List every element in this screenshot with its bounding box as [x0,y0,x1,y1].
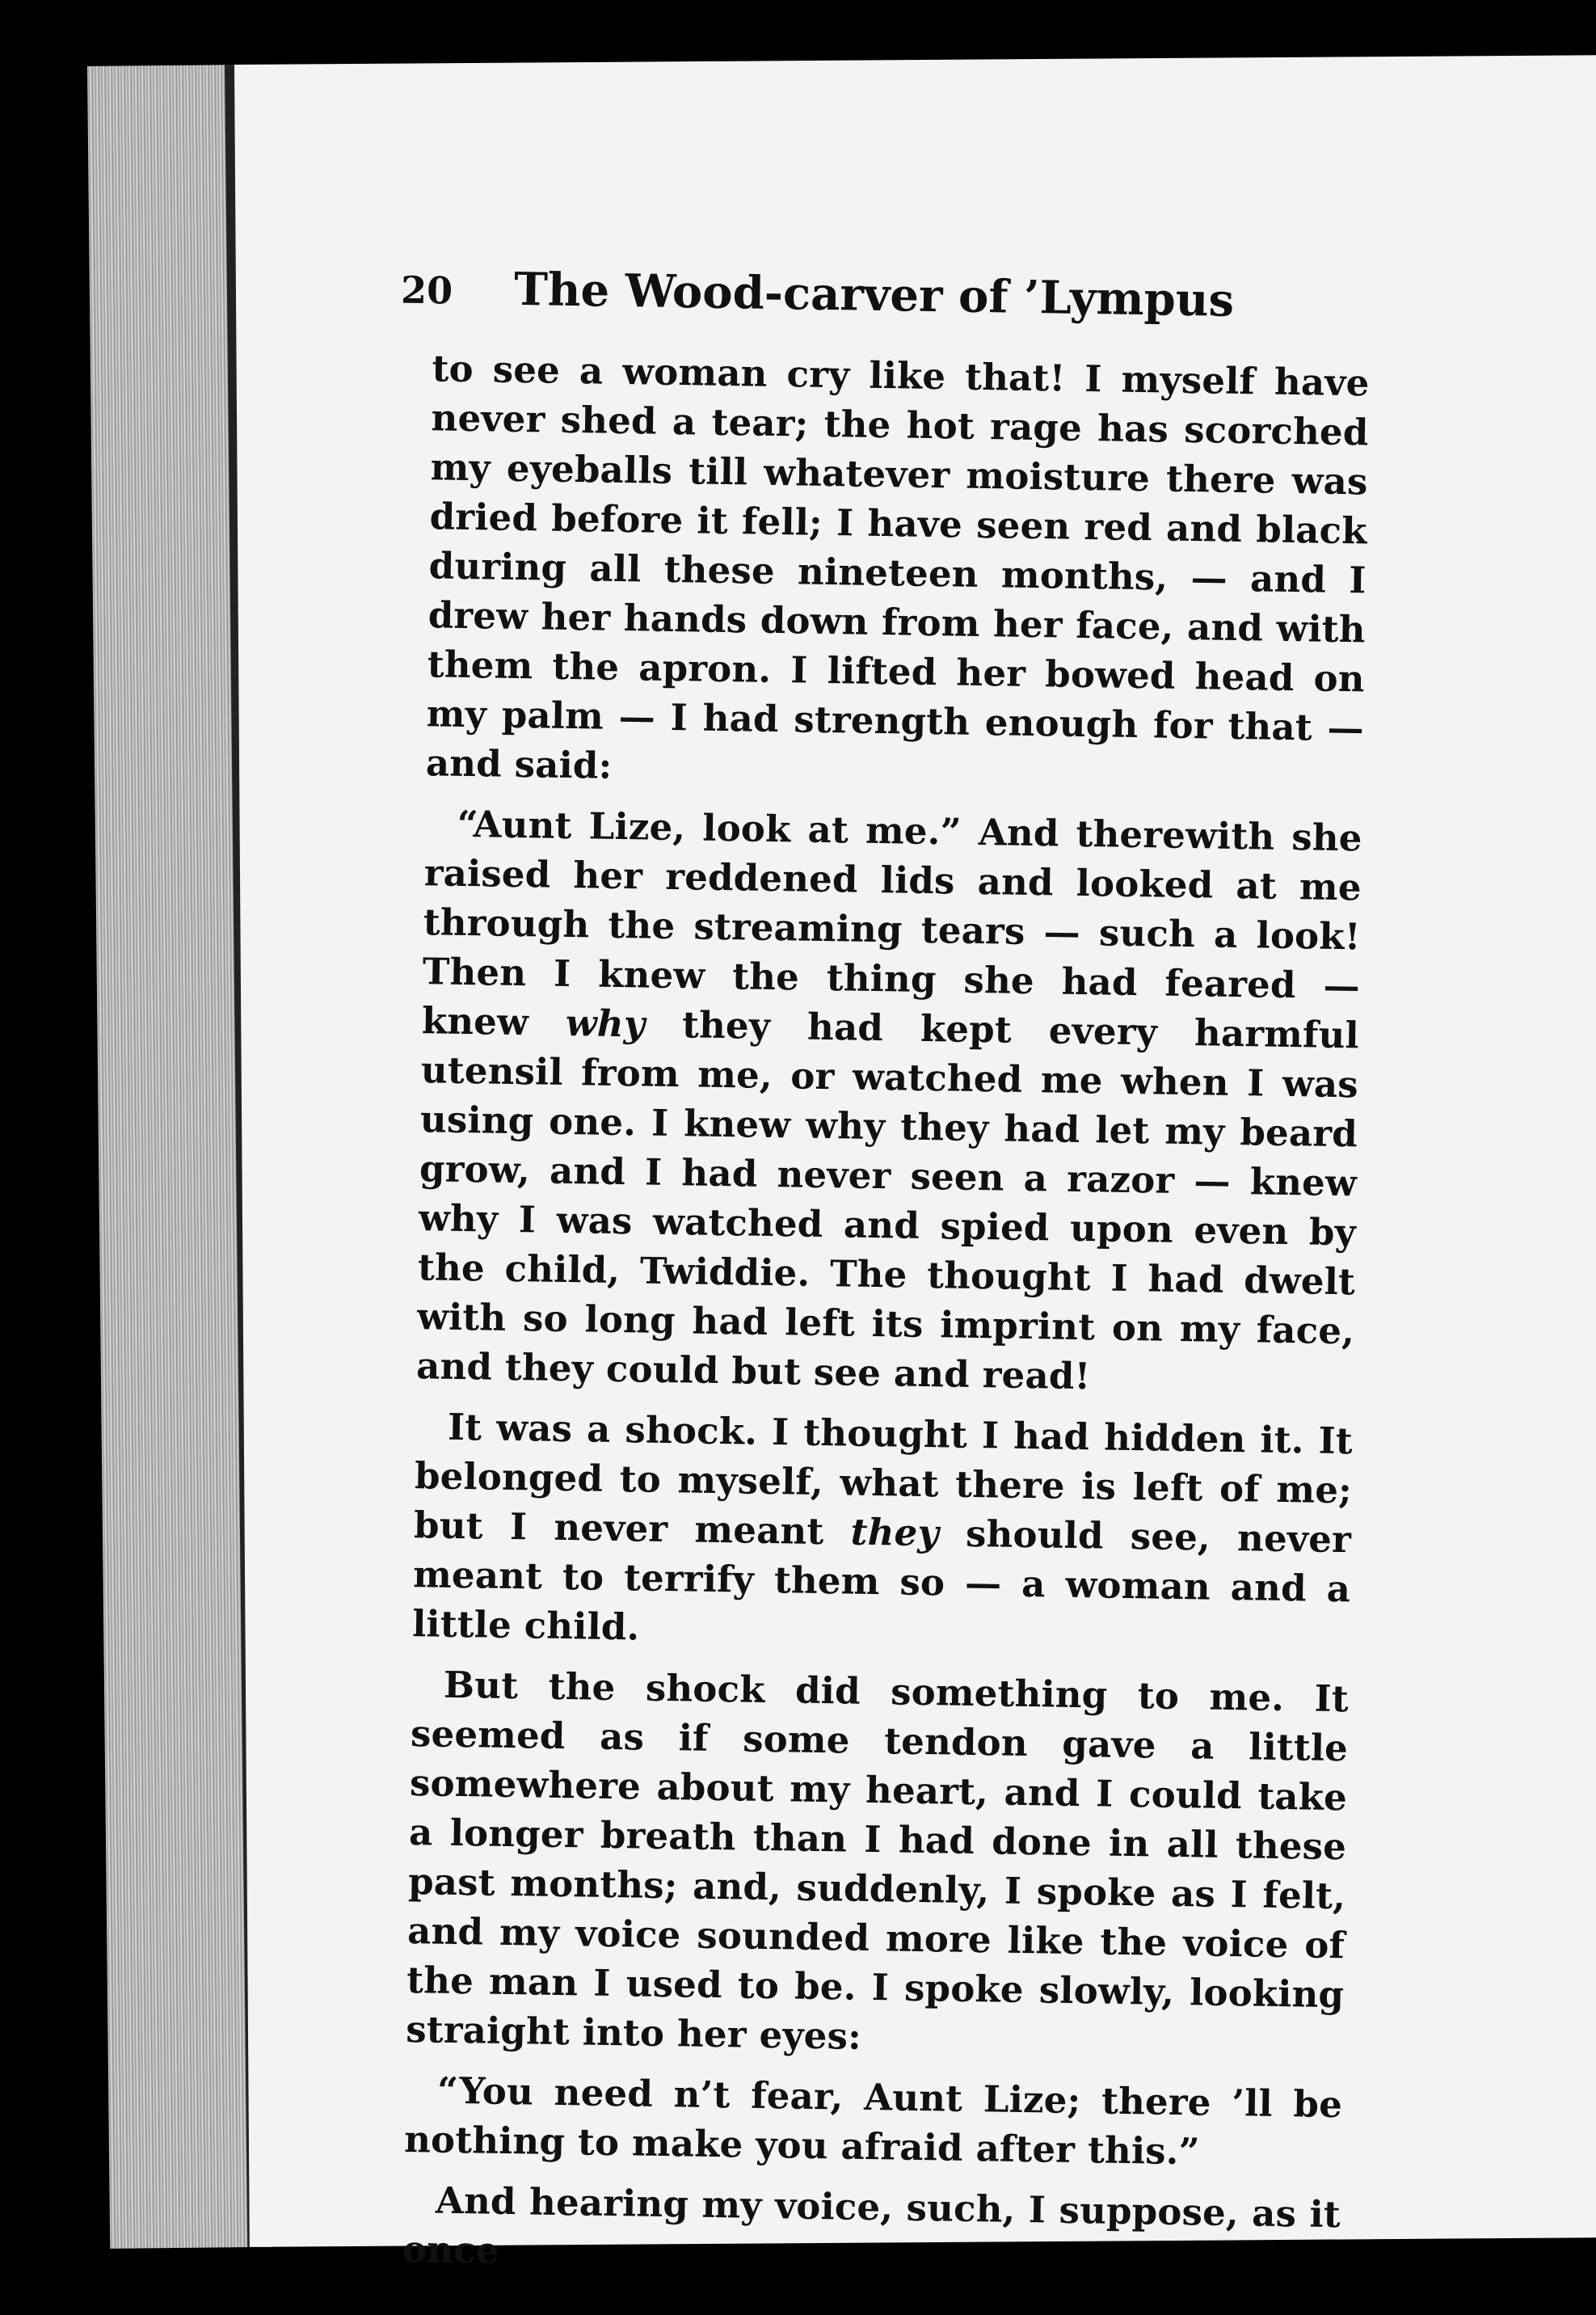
paragraph-3-part-1: It was a shock. I thought I had hidden it. It belonged to myself, what there is left of me; but I never meant [413,1405,1354,1554]
page-number: 20 [400,268,453,313]
paragraph-3-part-2: should see, never meant to terrify them so — a woman and a little child. [411,1512,1352,1649]
paragraph-4: But the shock did something to me. It seemed as if some tendon gave a little somewhere about my heart, and I could take a longer breath than I had done in all these past months; and, suddenly, I spoke as I felt, and my voice sounded more like the voice of the man I used to be. I spoke slowly, looking straight into her eyes: [405,1663,1350,2058]
page-content [402,261,1371,2300]
running-head [400,261,1371,341]
italic-why: why [565,1001,646,1046]
italic-they: they [850,1510,940,1555]
paragraph-1: to see a woman cry like that! I myself have never shed a tear; the hot rage has scorched my eyeballs till whatever moisture there was dried before it fell; I have seen red and black during all these nineteen months, — and I drew her hands down from her face, and with them the apron. I lifted her bowed head on my palm — I had strength enough for that — and said: [425,347,1370,787]
paragraph-6: And hearing my voice, such, I suppose, as it once [402,2178,1341,2272]
paragraph-3 [412,1402,1354,1663]
body-text [402,344,1370,2288]
paragraph-2-part-1: “Aunt Lize, look at me.” And therewith she raised her reddened lids and looked at me through the streaming tears — such a look! Then I knew the thing she had feared — knew [421,802,1363,1044]
paragraph-2-part-2: they had kept every harmful utensil from me, or watched me when I was using one. I knew why they had let my beard grow, and I had never seen a razor — knew why I was watched and spied upon even by the child, Twiddie. The thought I had dwelt with so long had left its imprint on my face, and they could but see and read! [415,1003,1360,1398]
running-title: The Wood-carver of ’Lympus [513,262,1235,327]
paragraph-5: “You need n’t fear, Aunt Lize; there ’ll be nothing to make you afraid after this.” [403,2068,1343,2174]
book-page [234,55,1596,2272]
paragraph-2 [416,799,1362,1405]
